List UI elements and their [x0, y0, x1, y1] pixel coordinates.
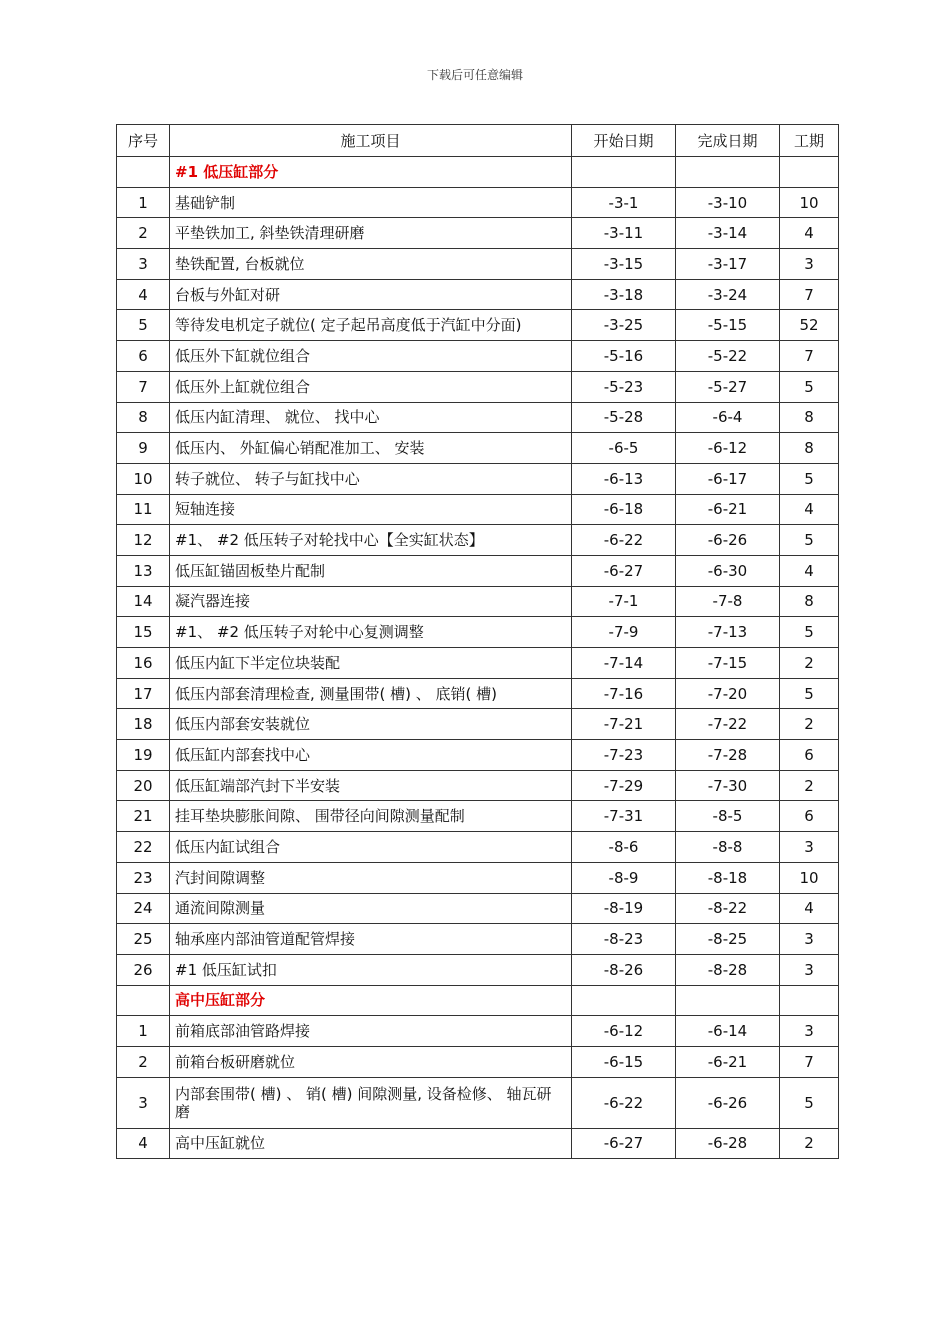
cell-item: 低压内缸清理、 就位、 找中心: [170, 402, 572, 433]
cell-item: 挂耳垫块膨胀间隙、 围带径向间隙测量配制: [170, 801, 572, 832]
table-row: [117, 893, 839, 924]
cell-number: 13: [117, 555, 170, 586]
cell-item: #1、 #2 低压转子对轮中心复测调整: [170, 617, 572, 648]
cell-start-date: -7-31: [572, 801, 676, 832]
cell-end-date: -8-25: [676, 924, 780, 955]
page-header-note: 下载后可任意编辑: [426, 68, 523, 82]
table-row: [117, 402, 839, 433]
cell-duration: 3: [780, 924, 839, 955]
cell-item: 低压外上缸就位组合: [170, 371, 572, 402]
cell-item: 低压内部套安装就位: [170, 709, 572, 740]
cell-number: 9: [117, 433, 170, 464]
cell-start-date: -6-12: [572, 1016, 676, 1047]
cell-duration: 2: [780, 770, 839, 801]
cell-start-date: -8-26: [572, 954, 676, 985]
cell-item: 垫铁配置, 台板就位: [170, 249, 572, 280]
table-row: [117, 832, 839, 863]
cell-number: 3: [117, 249, 170, 280]
cell-end-date: -6-21: [676, 1046, 780, 1077]
cell-duration: 3: [780, 832, 839, 863]
cell-start-date: -7-21: [572, 709, 676, 740]
cell-end-date: -5-27: [676, 371, 780, 402]
cell-duration: 5: [780, 1077, 839, 1128]
cell-item: 低压内缸下半定位块装配: [170, 648, 572, 679]
cell-number: 25: [117, 924, 170, 955]
cell-duration: 4: [780, 893, 839, 924]
cell-duration: 5: [780, 617, 839, 648]
cell-end-date: -8-28: [676, 954, 780, 985]
empty-cell: [780, 985, 839, 1016]
cell-end-date: -6-28: [676, 1128, 780, 1159]
cell-item: 低压内缸试组合: [170, 832, 572, 863]
cell-start-date: -8-6: [572, 832, 676, 863]
cell-start-date: -5-28: [572, 402, 676, 433]
cell-item: 低压缸端部汽封下半安装: [170, 770, 572, 801]
cell-start-date: -3-1: [572, 187, 676, 218]
table-row: [117, 463, 839, 494]
table-row: [117, 801, 839, 832]
cell-item: 高中压缸就位: [170, 1128, 572, 1159]
table-body: [117, 157, 839, 1159]
cell-item: 低压内、 外缸偏心销配准加工、 安装: [170, 433, 572, 464]
column-header-no: 序号: [117, 125, 170, 157]
cell-start-date: -6-15: [572, 1046, 676, 1077]
cell-start-date: -7-29: [572, 770, 676, 801]
cell-item: 台板与外缸对研: [170, 279, 572, 310]
cell-start-date: -8-23: [572, 924, 676, 955]
table-row: [117, 249, 839, 280]
cell-end-date: -7-13: [676, 617, 780, 648]
cell-duration: 7: [780, 279, 839, 310]
table-row: [117, 1016, 839, 1047]
cell-duration: 4: [780, 218, 839, 249]
empty-cell: [117, 157, 170, 188]
cell-end-date: -5-15: [676, 310, 780, 341]
cell-end-date: -7-28: [676, 740, 780, 771]
cell-start-date: -6-27: [572, 555, 676, 586]
table-row: [117, 555, 839, 586]
cell-duration: 2: [780, 1128, 839, 1159]
cell-item: 等待发电机定子就位( 定子起吊高度低于汽缸中分面): [170, 310, 572, 341]
table-row: [117, 678, 839, 709]
cell-duration: 8: [780, 586, 839, 617]
cell-start-date: -5-16: [572, 341, 676, 372]
cell-number: 8: [117, 402, 170, 433]
cell-number: 12: [117, 525, 170, 556]
cell-end-date: -6-14: [676, 1016, 780, 1047]
cell-start-date: -8-9: [572, 862, 676, 893]
cell-duration: 6: [780, 801, 839, 832]
cell-end-date: -8-8: [676, 832, 780, 863]
cell-duration: 7: [780, 341, 839, 372]
cell-duration: 5: [780, 525, 839, 556]
cell-number: 4: [117, 1128, 170, 1159]
cell-number: 19: [117, 740, 170, 771]
table-row: [117, 586, 839, 617]
empty-cell: [676, 985, 780, 1016]
column-header-duration: 工期: [780, 125, 839, 157]
table-row: [117, 310, 839, 341]
cell-item: 通流间隙测量: [170, 893, 572, 924]
cell-item: 低压内部套清理检查, 测量围带( 槽) 、 底销( 槽): [170, 678, 572, 709]
cell-number: 7: [117, 371, 170, 402]
column-header-item: 施工项目: [170, 125, 572, 157]
table-row: [117, 371, 839, 402]
cell-item: 汽封间隙调整: [170, 862, 572, 893]
table-row: [117, 279, 839, 310]
cell-start-date: -8-19: [572, 893, 676, 924]
cell-end-date: -8-5: [676, 801, 780, 832]
cell-number: 14: [117, 586, 170, 617]
cell-duration: 5: [780, 463, 839, 494]
cell-start-date: -3-15: [572, 249, 676, 280]
table-header-row: [117, 125, 839, 157]
cell-end-date: -6-21: [676, 494, 780, 525]
cell-duration: 4: [780, 555, 839, 586]
cell-start-date: -6-27: [572, 1128, 676, 1159]
cell-item: 低压缸锚固板垫片配制: [170, 555, 572, 586]
cell-number: 16: [117, 648, 170, 679]
cell-end-date: -5-22: [676, 341, 780, 372]
cell-duration: 6: [780, 740, 839, 771]
table-row: [117, 1077, 839, 1128]
cell-item: 转子就位、 转子与缸找中心: [170, 463, 572, 494]
cell-end-date: -7-15: [676, 648, 780, 679]
cell-item: #1 低压缸试扣: [170, 954, 572, 985]
cell-start-date: -6-22: [572, 525, 676, 556]
table-row: [117, 218, 839, 249]
cell-start-date: -3-18: [572, 279, 676, 310]
cell-start-date: -7-23: [572, 740, 676, 771]
cell-duration: 3: [780, 954, 839, 985]
cell-end-date: -3-10: [676, 187, 780, 218]
cell-end-date: -6-17: [676, 463, 780, 494]
cell-end-date: -6-26: [676, 1077, 780, 1128]
table-row: [117, 1046, 839, 1077]
cell-end-date: -6-4: [676, 402, 780, 433]
table-row: [117, 924, 839, 955]
cell-item: 低压外下缸就位组合: [170, 341, 572, 372]
cell-end-date: -6-26: [676, 525, 780, 556]
cell-number: 15: [117, 617, 170, 648]
cell-item: 短轴连接: [170, 494, 572, 525]
column-header-start-date: 开始日期: [572, 125, 676, 157]
cell-end-date: -7-8: [676, 586, 780, 617]
cell-number: 3: [117, 1077, 170, 1128]
cell-start-date: -3-11: [572, 218, 676, 249]
cell-end-date: -7-20: [676, 678, 780, 709]
section-title: 高中压缸部分: [170, 985, 572, 1016]
column-header-end-date: 完成日期: [676, 125, 780, 157]
cell-item: 前箱台板研磨就位: [170, 1046, 572, 1077]
cell-start-date: -7-14: [572, 648, 676, 679]
cell-end-date: -8-22: [676, 893, 780, 924]
cell-start-date: -6-13: [572, 463, 676, 494]
cell-end-date: -8-18: [676, 862, 780, 893]
cell-end-date: -7-22: [676, 709, 780, 740]
table-row: [117, 494, 839, 525]
cell-number: 2: [117, 218, 170, 249]
cell-item: 前箱底部油管路焊接: [170, 1016, 572, 1047]
cell-start-date: -6-18: [572, 494, 676, 525]
cell-number: 5: [117, 310, 170, 341]
cell-number: 1: [117, 1016, 170, 1047]
table-row: [117, 648, 839, 679]
cell-end-date: -3-24: [676, 279, 780, 310]
cell-duration: 2: [780, 709, 839, 740]
cell-duration: 10: [780, 187, 839, 218]
cell-item: 平垫铁加工, 斜垫铁清理研磨: [170, 218, 572, 249]
cell-number: 4: [117, 279, 170, 310]
cell-start-date: -5-23: [572, 371, 676, 402]
cell-duration: 52: [780, 310, 839, 341]
table-row: [117, 954, 839, 985]
cell-start-date: -6-5: [572, 433, 676, 464]
cell-item: 内部套围带( 槽) 、 销( 槽) 间隙测量, 设备检修、 轴瓦研磨: [170, 1077, 572, 1128]
cell-duration: 10: [780, 862, 839, 893]
cell-number: 26: [117, 954, 170, 985]
empty-cell: [676, 157, 780, 188]
cell-number: 1: [117, 187, 170, 218]
cell-number: 11: [117, 494, 170, 525]
cell-start-date: -7-9: [572, 617, 676, 648]
cell-end-date: -7-30: [676, 770, 780, 801]
table-row: [117, 617, 839, 648]
cell-number: 24: [117, 893, 170, 924]
cell-duration: 2: [780, 648, 839, 679]
cell-duration: 3: [780, 249, 839, 280]
table-row: [117, 740, 839, 771]
empty-cell: [572, 985, 676, 1016]
cell-end-date: -6-12: [676, 433, 780, 464]
cell-number: 21: [117, 801, 170, 832]
table-row: [117, 433, 839, 464]
cell-number: 20: [117, 770, 170, 801]
cell-duration: 5: [780, 678, 839, 709]
empty-cell: [117, 985, 170, 1016]
cell-number: 6: [117, 341, 170, 372]
cell-number: 2: [117, 1046, 170, 1077]
cell-item: #1、 #2 低压转子对轮找中心【全实缸状态】: [170, 525, 572, 556]
cell-duration: 4: [780, 494, 839, 525]
section-header-row: [117, 157, 839, 188]
cell-start-date: -6-22: [572, 1077, 676, 1128]
cell-item: 低压缸内部套找中心: [170, 740, 572, 771]
cell-end-date: -3-17: [676, 249, 780, 280]
cell-item: 凝汽器连接: [170, 586, 572, 617]
table-row: [117, 709, 839, 740]
cell-duration: 7: [780, 1046, 839, 1077]
cell-duration: 8: [780, 433, 839, 464]
cell-number: 18: [117, 709, 170, 740]
table-row: [117, 525, 839, 556]
cell-start-date: -7-16: [572, 678, 676, 709]
cell-start-date: -3-25: [572, 310, 676, 341]
table-row: [117, 341, 839, 372]
construction-schedule-table: [116, 124, 839, 1159]
section-title: #1 低压缸部分: [170, 157, 572, 188]
cell-number: 17: [117, 678, 170, 709]
cell-start-date: -7-1: [572, 586, 676, 617]
cell-number: 10: [117, 463, 170, 494]
table-row: [117, 1128, 839, 1159]
cell-duration: 8: [780, 402, 839, 433]
cell-item: 基础铲制: [170, 187, 572, 218]
cell-number: 22: [117, 832, 170, 863]
table-row: [117, 187, 839, 218]
empty-cell: [572, 157, 676, 188]
cell-duration: 5: [780, 371, 839, 402]
cell-duration: 3: [780, 1016, 839, 1047]
cell-item: 轴承座内部油管道配管焊接: [170, 924, 572, 955]
cell-end-date: -3-14: [676, 218, 780, 249]
cell-end-date: -6-30: [676, 555, 780, 586]
table-row: [117, 862, 839, 893]
section-header-row: [117, 985, 839, 1016]
table-row: [117, 770, 839, 801]
empty-cell: [780, 157, 839, 188]
cell-number: 23: [117, 862, 170, 893]
